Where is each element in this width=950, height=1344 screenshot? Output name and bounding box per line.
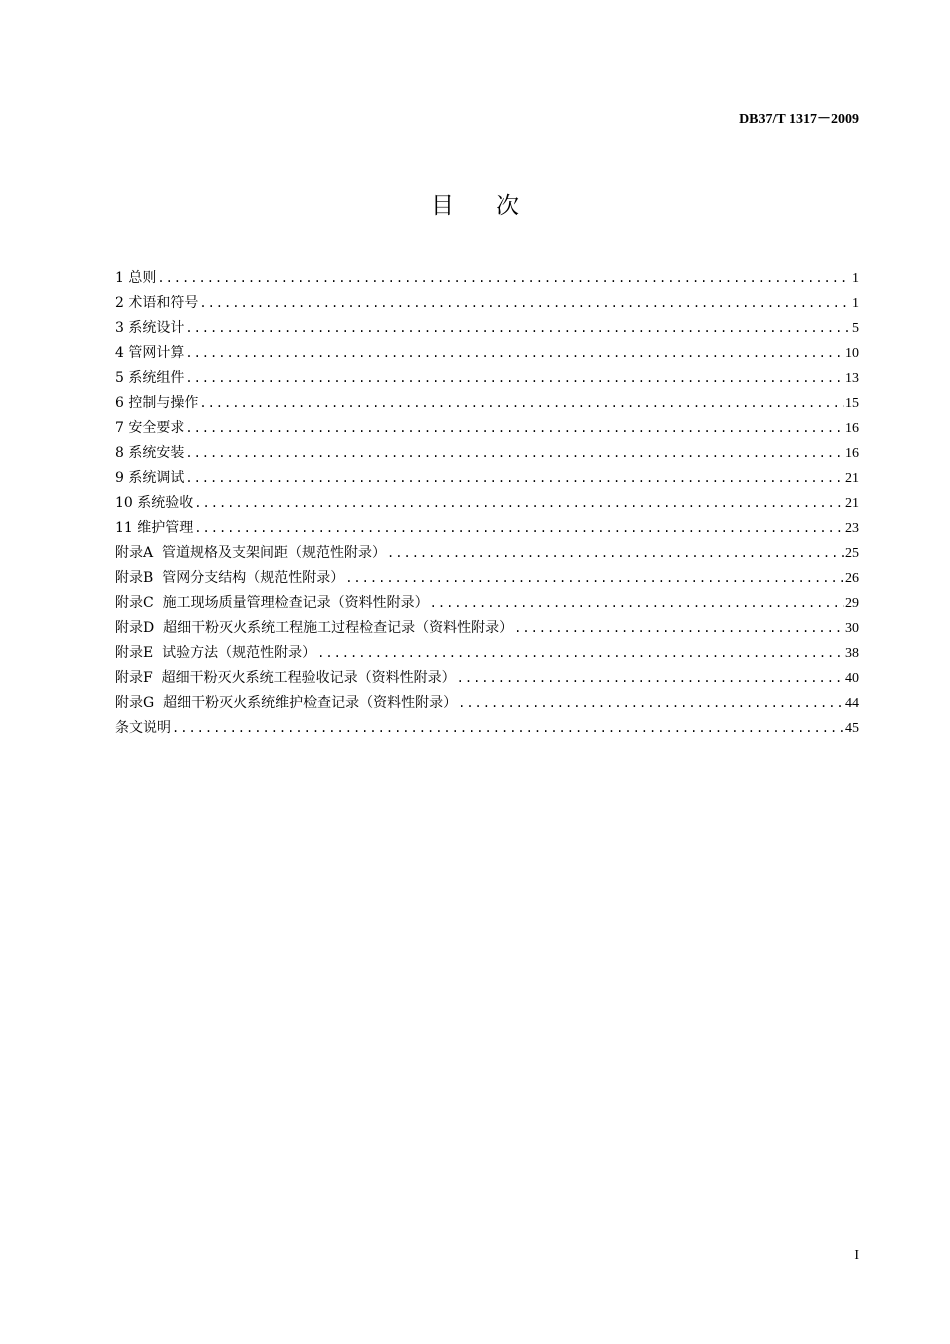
toc-entry-label: 11 维护管理 xyxy=(115,520,194,536)
toc-entry-label: 8 系统安装 xyxy=(115,445,185,461)
toc-entry[interactable] xyxy=(115,616,859,641)
toc-entry-label: 2 术语和符号 xyxy=(115,295,199,311)
toc-entry-label: 附录A 管道规格及支架间距（规范性附录） xyxy=(115,545,387,561)
table-of-contents xyxy=(115,266,859,741)
toc-entry-label: 3 系统设计 xyxy=(115,320,185,336)
toc-entry[interactable] xyxy=(115,716,859,741)
toc-entry-page: 10 xyxy=(845,346,859,361)
page-title: 目次 xyxy=(431,193,561,219)
toc-entry-page: 23 xyxy=(845,521,859,536)
toc-entry[interactable] xyxy=(115,391,859,416)
toc-dot-leader xyxy=(194,491,844,516)
toc-entry[interactable] xyxy=(115,416,859,441)
toc-dot-leader xyxy=(317,641,844,666)
toc-entry-page: 25 xyxy=(845,546,859,561)
toc-entry[interactable] xyxy=(115,491,859,516)
toc-entry-label: 附录B 管网分支结构（规范性附录） xyxy=(115,570,345,586)
toc-entry-page: 15 xyxy=(845,396,859,411)
page-number: I xyxy=(854,1248,859,1263)
toc-dot-leader xyxy=(194,516,844,541)
toc-entry-label: 4 管网计算 xyxy=(115,345,185,361)
toc-dot-leader xyxy=(430,591,844,616)
toc-entry[interactable] xyxy=(115,666,859,691)
toc-entry-page: 45 xyxy=(845,721,859,736)
toc-entry[interactable] xyxy=(115,466,859,491)
toc-entry-page: 29 xyxy=(845,596,859,611)
toc-entry-label: 10 系统验收 xyxy=(115,495,194,511)
toc-dot-leader xyxy=(387,541,844,566)
toc-entry[interactable] xyxy=(115,566,859,591)
toc-dot-leader xyxy=(185,341,844,366)
toc-entry[interactable] xyxy=(115,291,859,316)
toc-entry-label: 附录C 施工现场质量管理检查记录（资料性附录） xyxy=(115,595,429,611)
toc-entry-page: 21 xyxy=(845,496,859,511)
toc-entry[interactable] xyxy=(115,641,859,666)
toc-entry-page: 13 xyxy=(845,371,859,386)
toc-dot-leader xyxy=(458,691,844,716)
toc-entry-page: 44 xyxy=(845,696,859,711)
toc-entry-page: 30 xyxy=(845,621,859,636)
toc-entry-page: 16 xyxy=(845,446,859,461)
toc-dot-leader xyxy=(185,441,844,466)
toc-dot-leader xyxy=(199,391,844,416)
toc-entry[interactable] xyxy=(115,691,859,716)
toc-dot-leader xyxy=(199,291,851,316)
toc-entry-page: 1 xyxy=(852,271,859,286)
toc-entry-label: 9 系统调试 xyxy=(115,470,185,486)
toc-dot-leader xyxy=(172,716,844,741)
standard-code: DB37/T 1317－2009 xyxy=(739,112,859,127)
toc-entry-page: 40 xyxy=(845,671,859,686)
toc-dot-leader xyxy=(185,366,844,391)
toc-entry-page: 26 xyxy=(845,571,859,586)
toc-entry-label: 附录G 超细干粉灭火系统维护检查记录（资料性附录） xyxy=(115,695,458,711)
toc-dot-leader xyxy=(185,466,844,491)
toc-entry-page: 21 xyxy=(845,471,859,486)
toc-entry-label: 7 安全要求 xyxy=(115,420,185,436)
toc-entry[interactable] xyxy=(115,441,859,466)
toc-entry-label: 6 控制与操作 xyxy=(115,395,199,411)
toc-dot-leader xyxy=(345,566,844,591)
toc-entry[interactable] xyxy=(115,516,859,541)
toc-entry-page: 1 xyxy=(852,296,859,311)
toc-entry[interactable] xyxy=(115,341,859,366)
toc-entry[interactable] xyxy=(115,591,859,616)
toc-entry-label: 附录E 试验方法（规范性附录） xyxy=(115,645,317,661)
toc-entry[interactable] xyxy=(115,316,859,341)
toc-entry[interactable] xyxy=(115,266,859,291)
toc-entry-label: 5 系统组件 xyxy=(115,370,185,386)
toc-entry-page: 38 xyxy=(845,646,859,661)
toc-dot-leader xyxy=(157,266,851,291)
toc-entry-label: 附录D 超细干粉灭火系统工程施工过程检查记录（资料性附录） xyxy=(115,620,514,636)
toc-entry-page: 5 xyxy=(852,321,859,336)
toc-dot-leader xyxy=(514,616,844,641)
toc-entry-label: 附录F 超细干粉灭火系统工程验收记录（资料性附录） xyxy=(115,670,456,686)
toc-entry-label: 条文说明 xyxy=(115,720,171,736)
toc-entry[interactable] xyxy=(115,366,859,391)
toc-dot-leader xyxy=(457,666,844,691)
toc-entry-label: 1 总则 xyxy=(115,270,157,286)
toc-dot-leader xyxy=(185,416,844,441)
toc-entry[interactable] xyxy=(115,541,859,566)
toc-entry-page: 16 xyxy=(845,421,859,436)
toc-dot-leader xyxy=(185,316,851,341)
